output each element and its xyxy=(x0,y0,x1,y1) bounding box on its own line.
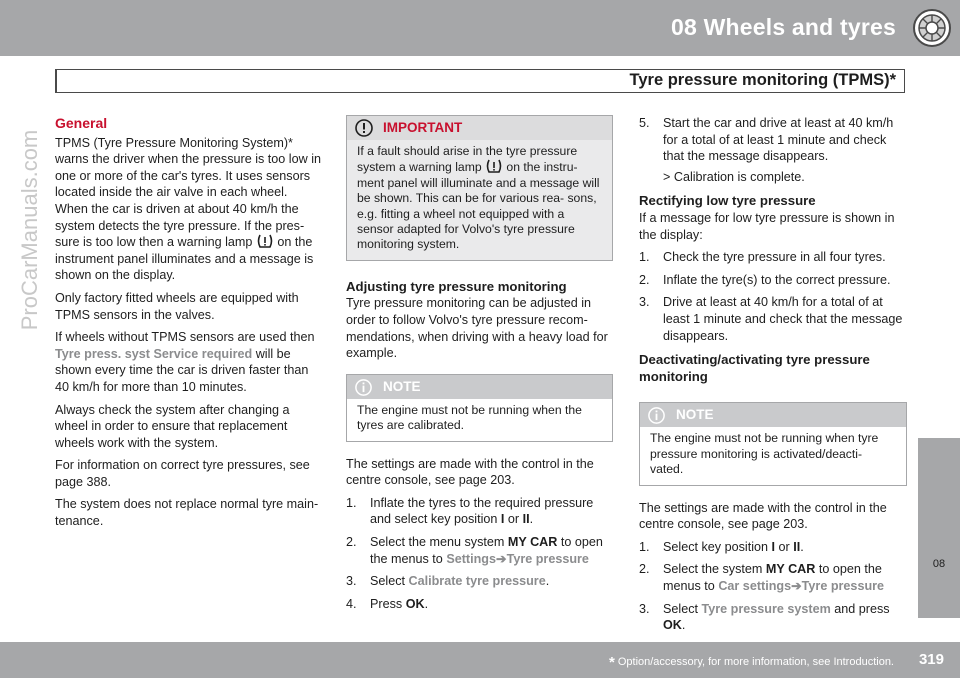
step-number: 3. xyxy=(346,574,357,589)
note-box-deactivation xyxy=(639,402,907,485)
list-item xyxy=(346,573,613,590)
list-item xyxy=(639,539,907,556)
paragraph-intro xyxy=(55,135,321,284)
arrow-icon: ➔ xyxy=(791,578,802,593)
footnote-text: Option/accessory, for more information, see Introduction. xyxy=(617,656,894,668)
arrow-icon: ➔ xyxy=(496,551,507,566)
section-header xyxy=(55,69,905,93)
paragraph-check: Always check the system after changing a wheel in order to ensure that replacement wheels work with the system. xyxy=(55,402,290,450)
key-name: OK xyxy=(663,618,682,633)
note-title: NOTE xyxy=(676,407,714,423)
wheel-icon xyxy=(912,8,952,48)
step-text: Inflate the tyres to the required pressure and select key position xyxy=(370,495,594,527)
important-box xyxy=(346,115,613,261)
list-item xyxy=(639,272,907,289)
key-name: OK xyxy=(405,596,425,611)
calibration-steps-continued xyxy=(639,115,907,165)
step-text: Select the system xyxy=(663,562,763,577)
menu-path: Tyre pressure xyxy=(506,551,589,566)
intro-text-b: on the instrument panel illuminates and a message is shown on the display. xyxy=(55,235,314,283)
step-number: 3. xyxy=(639,295,650,310)
step-text: Select xyxy=(663,601,699,616)
chapter-side-tab xyxy=(918,438,960,618)
important-title: IMPORTANT xyxy=(383,120,463,135)
step-number: 5. xyxy=(639,116,650,130)
step-number: 4. xyxy=(346,596,357,611)
step-text: Select the menu system xyxy=(370,535,505,549)
key-position: I xyxy=(771,539,776,554)
step-text: Inflate the tyre(s) to the correct pressure. xyxy=(663,272,891,287)
menu-path: Calibrate tyre pressure xyxy=(408,574,546,589)
heading-general: General xyxy=(55,115,108,131)
key-position: II xyxy=(522,512,530,527)
column-rectifying xyxy=(639,115,907,640)
list-item xyxy=(346,534,613,567)
step-text: Start the car and drive at least at 40 km/h for a total of at least 1 minute and check that the message disappears. xyxy=(663,116,894,164)
column-adjusting xyxy=(346,115,613,618)
menu-path: Tyre pressure system xyxy=(701,601,831,616)
step-text: . xyxy=(545,574,550,589)
chapter-title: 08 Wheels and tyres xyxy=(671,14,896,40)
service-required-message: Tyre press. syst Service required xyxy=(55,346,253,361)
deactivation-steps xyxy=(639,539,907,634)
step-text: Drive at least at 40 km/h for a total of at least 1 minute and check that the message disappears. xyxy=(663,295,903,343)
tyre-warning-lamp-icon xyxy=(485,159,503,173)
heading-rectifying: Rectifying low tyre pressure xyxy=(639,193,816,209)
side-tab-number: 08 xyxy=(932,558,946,570)
step-text: . xyxy=(529,512,534,527)
step-text: to open the menus to xyxy=(370,535,603,566)
key-position: I xyxy=(500,512,505,527)
step-number: 2. xyxy=(346,535,357,549)
list-item xyxy=(639,561,907,594)
important-text-a: If a fault should arise in the tyre pressure system a warning lamp xyxy=(357,144,578,175)
note-title: NOTE xyxy=(383,378,421,394)
list-item xyxy=(639,294,907,344)
no-sensors-text-b: will be shown every time the car is driven faster than 40 km/h for more than 10 minutes. xyxy=(55,346,309,394)
note-body: The engine must not be running when tyre pressure monitoring is activated/deacti- vated. xyxy=(650,431,879,477)
watermark: ProCarManuals.com xyxy=(17,129,42,331)
step-number: 1. xyxy=(346,495,357,510)
exclamation-icon xyxy=(355,119,373,137)
list-item xyxy=(346,596,613,613)
step-number: 1. xyxy=(639,539,650,554)
step-result: > Calibration is complete. xyxy=(663,169,805,184)
step-text: Select key position xyxy=(663,539,769,554)
page-number: 319 xyxy=(918,651,944,668)
menu-path: Tyre pressure xyxy=(801,578,885,593)
section-title: Tyre pressure monitoring (TPMS)* xyxy=(629,71,896,89)
intro-text-a: TPMS (Tyre Pressure Monitoring System)* warns the driver when the pressure is too low in one or more of the car's tyres. It uses sensors located inside the air valve in each wheel. When the car is driven at about 40 km/h the system detects the tyre pressure. If the pres- sure is too low then a warning lamp xyxy=(55,135,321,250)
rectify-steps xyxy=(639,249,907,344)
paragraph-low-pressure: If a message for low tyre pressure is shown in the display: xyxy=(639,210,895,242)
list-item xyxy=(346,495,613,528)
footnote xyxy=(609,654,894,671)
step-number: 2. xyxy=(639,562,650,577)
tyre-warning-lamp-icon xyxy=(256,234,274,248)
paragraph-settings: The settings are made with the control in the centre console, see page 203. xyxy=(639,500,887,532)
step-text: Check the tyre pressure in all four tyres. xyxy=(663,250,886,265)
list-item xyxy=(639,115,907,165)
step-number: 2. xyxy=(639,272,650,287)
important-body xyxy=(347,140,612,260)
step-text: or xyxy=(507,512,520,527)
step-text: . xyxy=(800,539,804,554)
page-header xyxy=(0,0,960,56)
step-text: . xyxy=(424,596,429,611)
important-header xyxy=(347,116,612,140)
menu-path: Car settings xyxy=(718,578,792,593)
step-number: 3. xyxy=(639,601,650,616)
key-position: II xyxy=(793,539,801,554)
step-number: 1. xyxy=(639,250,650,265)
paragraph-no-sensors xyxy=(55,329,321,395)
paragraph-pressures: For information on correct tyre pressures, see page 388. xyxy=(55,458,310,489)
list-item xyxy=(639,601,907,634)
menu-name: MY CAR xyxy=(507,535,558,549)
no-sensors-text-a: If wheels without TPMS sensors are used then xyxy=(55,330,315,345)
column-general xyxy=(55,115,321,536)
info-icon xyxy=(648,407,665,424)
info-icon xyxy=(355,379,372,396)
step-text: and press xyxy=(834,601,890,616)
menu-path: Settings xyxy=(446,551,496,566)
paragraph-factory: Only factory fitted wheels are equipped with TPMS sensors in the valves. xyxy=(55,290,299,322)
footnote-star: * xyxy=(608,654,615,671)
paragraph-maintenance: The system does not replace normal tyre main- tenance. xyxy=(55,497,319,529)
page-footer xyxy=(0,642,960,678)
calibration-steps xyxy=(346,495,613,613)
paragraph-settings: The settings are made with the control in the centre console, see page 203. xyxy=(346,456,594,488)
heading-adjusting: Adjusting tyre pressure monitoring xyxy=(346,278,567,294)
step-text: or xyxy=(778,539,790,554)
important-text-b: on the instru- ment panel will illuminate and a message will be shown. This can be for various rea- sons, e.g. fitting a wheel not equipped with a sensor adapted for Volvo's tyre pressure monitoring system. xyxy=(357,160,600,252)
note-header xyxy=(347,375,612,399)
menu-name: MY CAR xyxy=(765,562,816,577)
note-body: The engine must not be running when the tyres are calibrated. xyxy=(357,402,582,433)
list-item xyxy=(639,249,907,266)
note-box-calibration xyxy=(346,374,613,442)
paragraph-adjusting: Tyre pressure monitoring can be adjusted in order to follow Volvo's tyre pressure recom- mendations, when driving with a heavy load for example. xyxy=(346,296,608,361)
step-text: to open the menus to xyxy=(663,562,882,593)
heading-deactivating: Deactivating/activating tyre pressure monitoring xyxy=(639,352,870,384)
note-header xyxy=(640,403,906,427)
step-text: . xyxy=(681,618,686,633)
step-text: Select xyxy=(370,574,406,589)
step-text: Press xyxy=(370,596,403,611)
